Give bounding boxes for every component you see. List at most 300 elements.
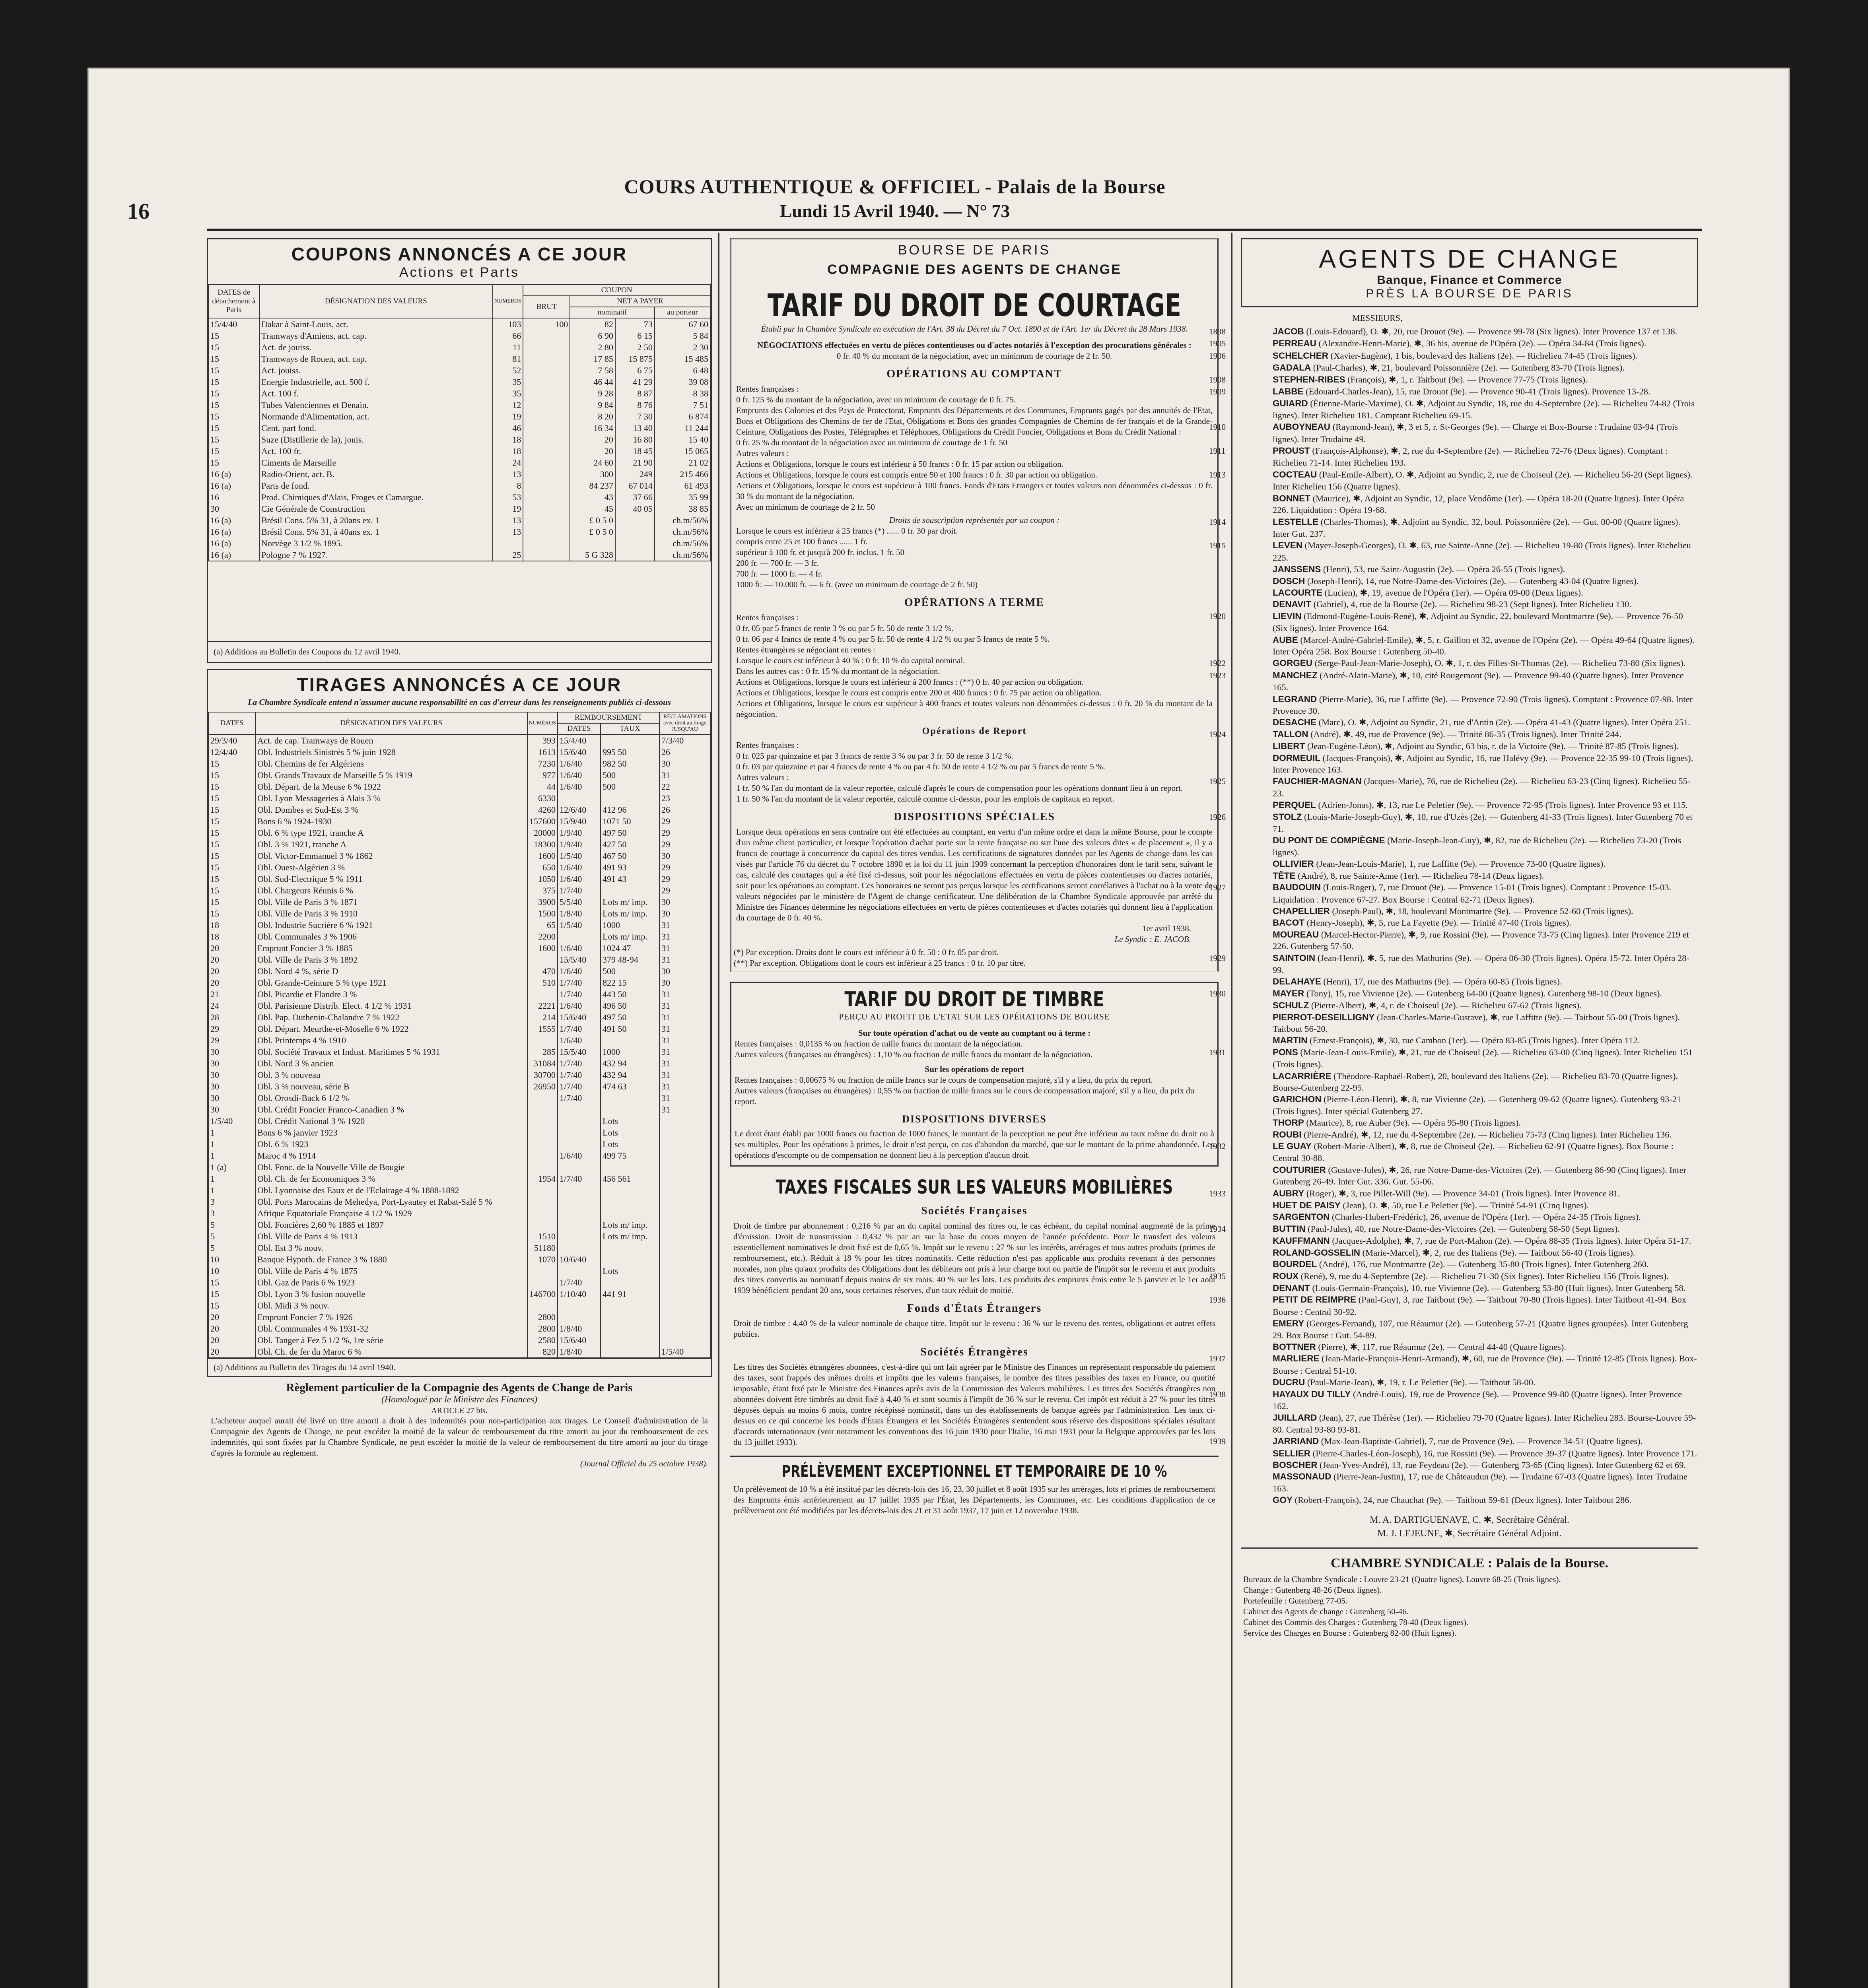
table-row xyxy=(208,514,710,526)
agent-entry xyxy=(1241,1282,1698,1294)
agent-name: AUBE xyxy=(1273,635,1298,645)
table-cell: Lots m/ imp. xyxy=(601,931,659,942)
agent-entry xyxy=(1241,835,1698,858)
agent-year: 1913 xyxy=(1209,470,1226,480)
agent-entry xyxy=(1241,929,1698,952)
table-cell: Obl. Sud-Electrique 5 % 1911 xyxy=(255,873,527,885)
timbre-line: Autres valeurs (françaises ou étrangères) : 1,10 % ou fraction de mille francs du montant de la négociation. xyxy=(735,1050,1092,1059)
table-cell: Obl. Lyon 3 % fusion nouvelle xyxy=(255,1288,527,1300)
table-cell: 20000 xyxy=(527,827,558,839)
table-cell: 7 51 xyxy=(655,399,710,411)
taxes-etat-title: Fonds d'États Étrangers xyxy=(907,1302,1042,1314)
table-cell: 2800 xyxy=(527,1311,558,1323)
table-cell: 432 94 xyxy=(601,1058,659,1069)
tirages-subtitle: La Chambre Syndicale entend n'assumer aucune responsabilité en cas d'erreur dans les renseignements publiés ci-dessous xyxy=(247,697,671,707)
agent-year: 1909 xyxy=(1209,387,1226,397)
table-cell: 38 85 xyxy=(655,503,710,514)
table-cell: 1 xyxy=(208,1138,255,1150)
table-cell: 18300 xyxy=(527,839,558,850)
table-cell: 16 (a) xyxy=(208,480,259,491)
agent-name: LACARRIÈRE xyxy=(1273,1071,1332,1081)
table-cell: Ciments de Marseille xyxy=(259,457,493,468)
agent-name: LE GUAY xyxy=(1273,1141,1312,1151)
table-cell: 21 xyxy=(208,988,255,1000)
table-cell: 1/8/40 xyxy=(558,1346,601,1358)
table-cell: £ 0 5 0 xyxy=(570,514,615,526)
agent-name: COUTURIER xyxy=(1273,1165,1326,1175)
table-row xyxy=(208,1184,710,1196)
agent-details: (Georges-Fernand), 107, rue Réaumur (2e). — Gutenberg 57-21 (Quatre lignes groupées). Inter Gutenberg 29. Box Bourse : Gut. 54-89. xyxy=(1273,1318,1688,1340)
agent-details: (Pierre-André), ✱, 12, rue du 4-Septembre (2e). — Richelieu 75-73 (Cinq lignes). Inter Richelieu 136. xyxy=(1304,1129,1672,1140)
table-cell: 1/6/40 xyxy=(558,873,601,885)
agent-details: (André), ✱, 49, rue de Provence (9e). — Trinité 86-35 (Trois lignes). Inter Trinité 244. xyxy=(1310,729,1621,739)
agent-name: EMERY xyxy=(1273,1318,1304,1329)
agent-details: (Pierre-Léon-Henri), ✱, 8, rue Vivienne (2e). — Gutenberg 09-62 (Quatre lignes). Gutenberg 93-21 (Trois lignes). Inter spécial Gutenberg 27. xyxy=(1273,1094,1681,1116)
agent-details: (Robert-Marie-Albert), ✱, 8, rue de Choiseul (2e). — Richelieu 62-91 (Quatre lignes). Box Bourse : Central 30-88. xyxy=(1273,1141,1674,1163)
text-line: Bureaux de la Chambre Syndicale : Louvre 23-21 (Quatre lignes). Louvre 68-25 (Trois lignes). xyxy=(1243,1574,1561,1584)
agent-name: PIERROT-DESEILLIGNY xyxy=(1273,1012,1375,1022)
agent-details: (René), 9, rue du 4-Septembre (2e). — Richelieu 71-30 (Six lignes). Inter Richelieu 156 (Trois lignes). xyxy=(1300,1271,1669,1281)
table-cell: 1/7/40 xyxy=(558,1092,601,1104)
table-cell: 214 xyxy=(527,1011,558,1023)
table-cell: 46 44 xyxy=(570,376,615,388)
agent-entry xyxy=(1209,1270,1698,1282)
table-cell xyxy=(601,1161,659,1173)
agent-entry xyxy=(1241,1471,1698,1494)
table-cell: 26950 xyxy=(527,1081,558,1092)
table-cell: 26 xyxy=(659,746,710,758)
agent-entry xyxy=(1241,493,1698,516)
agent-year: 1930 xyxy=(1209,988,1226,998)
agent-name: PONS xyxy=(1273,1047,1298,1057)
table-cell: 21 02 xyxy=(655,457,710,468)
table-cell: Lots xyxy=(601,1265,659,1277)
table-row xyxy=(208,411,710,422)
table-cell: 15 xyxy=(208,804,255,815)
agent-name: PERREAU xyxy=(1273,338,1317,349)
table-cell: 73 xyxy=(615,318,655,330)
table-cell: Pologne 7 % 1927. xyxy=(259,549,493,561)
table-cell: 19 xyxy=(493,411,523,422)
table-cell: Obl. Midi 3 % nouv. xyxy=(255,1300,527,1311)
agent-name: DENAVIT xyxy=(1273,599,1312,610)
table-cell: 15 xyxy=(208,445,259,457)
agent-entry xyxy=(1209,1353,1698,1376)
table-cell: Bons 6 % janvier 1923 xyxy=(255,1127,527,1138)
table-cell: 393 xyxy=(527,734,558,746)
table-row xyxy=(208,942,710,954)
table-cell: 496 50 xyxy=(601,1000,659,1011)
agent-details: (Max-Jean-Baptiste-Gabriel), 7, rue de Provence (9e). — Provence 34-51 (Quatre lignes). xyxy=(1321,1436,1643,1446)
agent-name: LEGRAND xyxy=(1273,694,1317,704)
table-row xyxy=(208,1035,710,1046)
table-row xyxy=(208,885,710,896)
table-cell: 8 38 xyxy=(655,388,710,399)
column-right xyxy=(1209,233,1698,1988)
table-cell: 15 875 xyxy=(615,353,655,365)
text-line: 0 fr. 03 par quinzaine et par 4 francs de rente 4 % ou par 4 fr. 50 de rente 4 1/2 % ou par 5 francs de rente 5 %. xyxy=(736,762,1105,771)
text-line: Actions et Obligations, lorsque le cours est compris entre 50 et 100 francs : 0 fr. 30 par action ou obligation. xyxy=(736,470,1098,480)
text-line: 0 fr. 25 % du montant de la négociation avec un minimum de courtage de 1 fr. 50 xyxy=(736,438,1007,447)
table-cell: 285 xyxy=(527,1046,558,1058)
table-cell: 977 xyxy=(527,769,558,781)
table-cell xyxy=(527,1219,558,1231)
table-cell xyxy=(601,1104,659,1115)
table-cell: 25 xyxy=(493,549,523,561)
text-line: 0 fr. 125 % du montant de la négociation, avec un minimum de courtage de 0 fr. 75. xyxy=(736,395,1016,404)
agent-entry xyxy=(1209,775,1698,799)
timbre-line: Autres valeurs (françaises ou étrangères) : 0,55 % ou fraction de mille francs sur le cours de compensation majoré, s'il y a lieu, du prix du report. xyxy=(735,1086,1195,1106)
table-cell xyxy=(659,1161,710,1173)
agent-year: 1905 xyxy=(1209,339,1226,349)
agent-details: (Henri), 17, rue des Mathurins (9e). — Opéra 60-85 (Trois lignes). xyxy=(1323,977,1562,987)
agent-details: (Louis-Marie-Joseph-Guy), ✱, 10, rue d'Uzès (2e). — Gutenberg 41-33 (Trois lignes). Inter Gutenberg 70 et 71. xyxy=(1273,812,1693,834)
table-cell: Banque Hypoth. de France 3 % 1880 xyxy=(255,1254,527,1265)
table-cell xyxy=(601,1311,659,1323)
table-cell xyxy=(558,1138,601,1150)
table-cell: 30 xyxy=(659,965,710,977)
table-cell: Lots xyxy=(601,1115,659,1127)
text-line: Actions et Obligations, lorsque le cours est compris entre 200 et 400 francs : 0 fr. 75 par action ou obligation. xyxy=(736,688,1102,697)
agent-entry xyxy=(1241,1093,1698,1117)
agent-entry xyxy=(1241,1341,1698,1353)
table-row xyxy=(208,526,710,538)
agent-entry xyxy=(1209,516,1698,540)
table-cell: Obl. Nord 3 % ancien xyxy=(255,1058,527,1069)
table-cell: 1/7/40 xyxy=(558,1173,601,1184)
table-row xyxy=(208,376,710,388)
reglement-text: L'acheteur auquel aurait été livré un titre amorti a droit à des indemnités pour non-participation aux tirages. Le Conseil d'administration de la Compagnie des Agents de Change, ne peut excéder la moitié de la valeur de remboursement du titre amorti au jour du remboursement de ces indemnités, qui sont fixées par la Chambre Syndicale, ne peut excéder la moitié de la valeur de remboursement du titre amorti au jour du tirage d'après la formule au règlement. xyxy=(211,1416,708,1458)
table-cell xyxy=(659,1184,710,1196)
table-row xyxy=(208,1208,710,1219)
table-cell: Cie Générale de Construction xyxy=(259,503,493,514)
table-cell xyxy=(527,1277,558,1288)
coupons-subtitle: Actions et Parts xyxy=(399,265,520,280)
table-cell xyxy=(527,1184,558,1196)
agent-year: 1911 xyxy=(1209,446,1226,456)
table-cell xyxy=(601,1196,659,1208)
agent-name: GORGEU xyxy=(1273,658,1313,668)
table-cell: 500 xyxy=(601,965,659,977)
agent-entry xyxy=(1209,469,1698,493)
table-cell: 9 84 xyxy=(570,399,615,411)
table-cell: 497 50 xyxy=(601,827,659,839)
agent-name: DESACHE xyxy=(1273,717,1317,728)
agent-name: AUBRY xyxy=(1273,1188,1304,1198)
agent-name: HUET DE PAISY xyxy=(1273,1200,1341,1211)
agent-entry xyxy=(1209,1223,1698,1235)
agent-year: 1938 xyxy=(1209,1389,1226,1399)
table-row xyxy=(208,468,710,480)
col-header: DATES xyxy=(558,723,601,734)
agent-details: (Jacques-François), ✱, Adjoint au Syndic, 16, rue Halévy (9e). — Provence 22-35 99-10 (Trois lignes). Inter Provence 163. xyxy=(1273,753,1693,775)
table-cell: 1/5/40 xyxy=(208,1115,255,1127)
text-line: Rentes françaises : xyxy=(736,740,799,750)
agent-entry xyxy=(1241,1211,1698,1223)
coupons-table xyxy=(208,284,711,561)
table-cell: 1/7/40 xyxy=(558,1069,601,1081)
table-cell: 1/6/40 xyxy=(558,1150,601,1161)
table-cell: 1/10/40 xyxy=(558,1288,601,1300)
table-cell xyxy=(659,1138,710,1150)
coupons-section xyxy=(207,238,712,663)
table-row xyxy=(208,1231,710,1242)
text-line: 0 fr. 06 par 4 francs de rente 4 % ou par 5 fr. 50 de rente 4 1/2 % ou par 5 francs de rente 5 %. xyxy=(736,634,1050,644)
comptant-lines xyxy=(734,384,1215,513)
agent-details: (Jean-Jean-Louis-Marie), 1, rue Laffitte (9e). — Provence 73-00 (Quatre lignes). xyxy=(1316,859,1606,869)
table-cell: Obl. Ville de Paris 3 % 1910 xyxy=(255,908,527,919)
tirages-table xyxy=(208,712,711,1358)
timbre-section xyxy=(730,982,1219,1167)
agent-name: GOY xyxy=(1273,1495,1293,1505)
table-cell: 30 xyxy=(208,1092,255,1104)
table-cell xyxy=(558,1115,601,1127)
agent-entry xyxy=(1241,1200,1698,1211)
table-cell: 2 50 xyxy=(615,342,655,353)
table-cell xyxy=(601,1346,659,1358)
table-cell: 1/7/40 xyxy=(558,1277,601,1288)
agent-details: (Robert-François), 24, rue Chauchat (9e). — Taitbout 59-61 (Deux lignes). Inter Taitbout 286. xyxy=(1295,1495,1632,1505)
tirages-note: (a) Additions au Bulletin des Tirages du 14 avril 1940. xyxy=(208,1358,711,1376)
agent-details: (Théodore-Raphaël-Robert), 20, boulevard des Italiens (2e). — Richelieu 83-70 (Quatre lignes). Bourse-Gutenberg 22-95. xyxy=(1273,1071,1678,1093)
agent-name: GARICHON xyxy=(1273,1094,1322,1105)
table-cell xyxy=(601,1277,659,1288)
divider xyxy=(1241,1547,1698,1549)
table-cell: 10/6/40 xyxy=(558,1254,601,1265)
table-cell xyxy=(601,1242,659,1254)
table-cell xyxy=(601,734,659,746)
table-cell: 29 xyxy=(659,815,710,827)
agent-name: LABBE xyxy=(1273,386,1304,397)
table-cell xyxy=(601,792,659,804)
table-cell: 820 xyxy=(527,1346,558,1358)
agent-entry xyxy=(1241,752,1698,776)
table-cell: 100 xyxy=(523,318,570,330)
agents-subtitle: Banque, Finance et Commerce xyxy=(1377,274,1562,287)
coupons-rows xyxy=(208,318,710,561)
prelevement-title: PRÉLÈVEMENT EXCEPTIONNEL ET TEMPORAIRE DE 10 % xyxy=(781,1462,1167,1481)
table-row xyxy=(208,1334,710,1346)
agent-entry xyxy=(1241,634,1698,658)
agent-year: 1915 xyxy=(1209,541,1226,551)
table-cell: 3 xyxy=(208,1208,255,1219)
agent-name: BOSCHER xyxy=(1273,1460,1318,1470)
agent-details: (Raymond-Jean), ✱, 3 et 5, r. St-Georges (9e). — Charge et Box-Bourse : Trudaine 03-94 (Trois lignes). Inter Trudaine 49. xyxy=(1273,422,1678,444)
agent-name: AUBOYNEAU xyxy=(1273,422,1331,432)
table-cell: 467 50 xyxy=(601,850,659,862)
agent-entry xyxy=(1209,1046,1698,1070)
col-header: RÉCLAMATIONS avec droit au tirage JUSQU'AU xyxy=(659,712,710,734)
table-cell: 7 30 xyxy=(615,411,655,422)
table-cell: 20 xyxy=(570,445,615,457)
agent-year: 1898 xyxy=(1209,327,1226,336)
agent-entry xyxy=(1241,1376,1698,1388)
table-cell: 20 xyxy=(208,1323,255,1334)
table-cell: 41 29 xyxy=(615,376,655,388)
table-cell: 15 485 xyxy=(655,353,710,365)
text-line: Actions et Obligations, lorsque le cours est supérieur à 400 francs et toutes valeurs non dénommées ci-dessus : 0 fr. 20 % du montant de la négociation. xyxy=(736,699,1213,719)
messieurs-label: MESSIEURS, xyxy=(1352,313,1403,323)
table-cell: 1/6/40 xyxy=(558,942,601,954)
table-cell: Act. 100 f. xyxy=(259,388,493,399)
header-date: Lundi 15 Avril 1940. — N° 73 xyxy=(779,201,1010,221)
agent-entry xyxy=(1209,1294,1698,1318)
table-cell: Obl. Ville de Paris 4 % 1875 xyxy=(255,1265,527,1277)
table-row xyxy=(208,1277,710,1288)
text-line: Actions et Obligations, lorsque le cours est inférieur à 50 francs : 0 fr. 15 par action ou obligation. xyxy=(736,459,1063,469)
agent-name: LESTELLE xyxy=(1273,516,1319,527)
table-cell: Obl. Ports Marocains de Mehedya, Port-Lyautey et Rabat-Salé 5 % xyxy=(255,1196,527,1208)
text-line: Dans les autres cas : 0 fr. 15 % du montant de la négociation. xyxy=(736,666,940,676)
agent-details: (Paul-Marie-Jean), ✱, 19, r. Le Peletier (9e). — Taitbout 58-00. xyxy=(1307,1377,1536,1388)
table-cell: Obl. Pap. Outhenin-Chalandre 7 % 1922 xyxy=(255,1011,527,1023)
table-cell: 491 93 xyxy=(601,862,659,873)
column-middle xyxy=(728,233,1221,1988)
table-cell: 1000 xyxy=(601,1046,659,1058)
table-row xyxy=(208,1069,710,1081)
taxes-fr-text: Droit de timbre par abonnement : 0,216 % par an du capital nominal des titres ou, le cas échéant, du capital nominal augmenté de la prime d'émission. Droit de transmission : 0,432 % par an sur la base du cours moyen de l'année précédente. Pour le transfert des valeurs essentiellement nominatives le droit fixé est de 0,65 %. Impôt sur le revenu : 27 % sur les intérêts, arrérages et tous autres produits (primes de remboursement, etc.). Réduit à 18 % pour les titres nominatifs. Cette réduction n'est pas applicable aux produits revenant à des personnes morales, non plus qu'aux produits des Obligations dont les débiteurs ont pris à leur charge tout ou partie de l'impôt sur le revenu et aux produits des titres convertis au nominatif depuis moins de six mois. 40 % sur les lots. Les produits des emprunts émis entre le 5 janvier et le 1er août 1939 bénéficient pendant 20 ans, sous certaines réserves, d'un taux réduit de moitié. xyxy=(733,1221,1215,1295)
coupons-note: (a) Additions au Bulletin des Coupons du 12 avril 1940. xyxy=(208,641,711,662)
agent-name: GADALA xyxy=(1273,363,1311,373)
text-line: Rentes françaises : xyxy=(736,613,799,622)
agent-details: (Jean-Charles-Marie-Gustave), ✱, rue Laffitte (9e). — Taitbout 55-00 (Trois lignes). Taitbout 56-20. xyxy=(1273,1012,1680,1034)
agent-entry xyxy=(1241,563,1698,575)
table-cell: Normande d'Alimentation, act. xyxy=(259,411,493,422)
table-cell: Obl. 6 % type 1921, tranche A xyxy=(255,827,527,839)
table-cell: Cent. part fond. xyxy=(259,422,493,434)
table-cell: Obl. Chemins de fer Algériens xyxy=(255,758,527,769)
table-row xyxy=(208,457,710,468)
table-cell xyxy=(523,388,570,399)
timbre-h2: Sur les opérations de report xyxy=(925,1064,1024,1074)
table-cell xyxy=(523,434,570,445)
agent-details: (Serge-Paul-Jean-Marie-Joseph), O. ✱, 1, r. des Filles-St-Thomas (2e). — Richelieu 73-80 (Six lignes). xyxy=(1314,658,1686,668)
table-cell: 39 08 xyxy=(655,376,710,388)
agent-details: (Pierre-Marie), 36, rue Laffitte (9e). — Provence 72-90 (Trois lignes). Comptant : Provence 07-98. Inter Provence 30. xyxy=(1273,694,1693,716)
table-cell: 1/5/40 xyxy=(558,850,601,862)
text-line: Rentes françaises : xyxy=(736,384,799,394)
table-cell: 5 xyxy=(208,1219,255,1231)
table-cell xyxy=(527,1092,558,1104)
table-cell: 1 xyxy=(208,1127,255,1138)
table-cell xyxy=(527,1161,558,1173)
table-cell xyxy=(601,1334,659,1346)
table-cell: Obl. Départ. de la Meuse 6 % 1922 xyxy=(255,781,527,792)
courtage-title: TARIF DU DROIT DE COURTAGE xyxy=(767,288,1182,324)
text-line: Emprunts des Colonies et des Pays de Protectorat, Emprunts des Départements et des Communes, Emprunts gagés par des annuités de l'Etat, Bons et Obligations des Chemins de fer de l'Etat, Obligations et Bons des grandes Compagnies de Chemins de fer français et de la Grande-Ceinture, Obligations des Postes, Télégraphes et Téléphones, Obligations du Crédit Foncier, Obligations et Bons du Crédit National : xyxy=(736,406,1213,437)
table-cell: 1 xyxy=(208,1184,255,1196)
taxes-etr-title: Sociétés Étrangères xyxy=(920,1346,1028,1358)
text-line: Autres valeurs : xyxy=(736,773,789,782)
table-cell: 20 xyxy=(570,434,615,445)
agent-details: (Charles-Thomas), ✱, Adjoint au Syndic, 32, boul. Poissonnière (2e). — Gut. 00-00 (Quatre lignes). Inter Gut. 237. xyxy=(1273,516,1680,539)
table-cell: 17 85 xyxy=(570,353,615,365)
table-cell: 1/6/40 xyxy=(558,1000,601,1011)
agent-entry xyxy=(1241,1235,1698,1246)
agent-year: 1926 xyxy=(1209,812,1226,822)
table-cell: Obl. 3 % nouveau xyxy=(255,1069,527,1081)
table-cell: Obl. Ville de Paris 4 % 1913 xyxy=(255,1231,527,1242)
table-cell xyxy=(523,549,570,561)
table-cell: 52 xyxy=(493,365,523,376)
courtage-intro: Établi par la Chambre Syndicale en exécution de l'Art. 38 du Décret du 7 Oct. 1890 et de l'Art. 1er du Décret du 28 Mars 1938. xyxy=(761,324,1188,334)
table-cell: 15 xyxy=(208,792,255,804)
agent-name: DUCRU xyxy=(1273,1377,1305,1388)
table-cell xyxy=(601,1323,659,1334)
table-cell: 16 80 xyxy=(615,434,655,445)
table-cell xyxy=(527,1196,558,1208)
table-cell: 3 xyxy=(208,1196,255,1208)
table-row xyxy=(208,1023,710,1035)
secretary-general: M. A. DARTIGUENAVE, C. ✱, Secrétaire Général. xyxy=(1369,1514,1570,1525)
table-cell: 29 xyxy=(659,839,710,850)
agent-entry xyxy=(1241,1448,1698,1459)
table-cell: 1071 50 xyxy=(601,815,659,827)
agent-details: (Joseph-Paul), ✱, 18, boulevard Montmartre (9e). — Provence 52-60 (Trois lignes). xyxy=(1332,906,1633,916)
table-cell: 81 xyxy=(493,353,523,365)
table-row xyxy=(208,1254,710,1265)
table-cell: 6 75 xyxy=(615,365,655,376)
agent-entry xyxy=(1241,1164,1698,1188)
agent-details: (André-Louis), 19, rue de Provence (9e). — Provence 99-80 (Quatre lignes). Inter Provence 162. xyxy=(1273,1389,1682,1411)
table-cell: 11 244 xyxy=(655,422,710,434)
table-cell: Obl. 3 % nouveau, série B xyxy=(255,1081,527,1092)
agent-year: 1920 xyxy=(1209,611,1226,621)
table-cell: 2800 xyxy=(527,1323,558,1334)
text-line: Actions et Obligations, lorsque le cours est supérieur à 100 francs. Fonds d'Etats Etrangers et toutes valeurs non dénommées ci-dessus : 0 fr. 30 % du montant de la négociation. xyxy=(736,481,1213,501)
reglement-section xyxy=(207,1381,712,1469)
table-cell: Act. 100 fr. xyxy=(259,445,493,457)
table-cell: 15 xyxy=(208,827,255,839)
table-cell xyxy=(615,538,655,549)
table-cell xyxy=(558,931,601,942)
agent-entry xyxy=(1241,1000,1698,1011)
table-cell xyxy=(659,1115,710,1127)
table-cell: 499 75 xyxy=(601,1150,659,1161)
report-lines xyxy=(734,740,1215,804)
table-cell: 28 xyxy=(208,1011,255,1023)
table-cell xyxy=(659,1127,710,1138)
agent-details: (Paul-Jules), 40, rue Notre-Dame-des-Victoires (2e). — Gutenberg 58-50 (Sept lignes). xyxy=(1308,1223,1620,1234)
table-cell: 18 xyxy=(208,931,255,942)
agent-details: (Louis-Germain-François), 10, rue Vivienne (2e). — Gutenberg 53-80 (Huit lignes). Inter Gutenberg 58. xyxy=(1312,1283,1686,1293)
table-cell: 16 (a) xyxy=(208,526,259,538)
table-cell: 18 xyxy=(493,445,523,457)
table-cell: Obl. Communales 4 % 1931-32 xyxy=(255,1323,527,1334)
table-cell: Maroc 4 % 1914 xyxy=(255,1150,527,1161)
table-row xyxy=(208,758,710,769)
agent-name: MARLIERE xyxy=(1273,1353,1320,1364)
table-row xyxy=(208,491,710,503)
souscription-lines xyxy=(734,526,1215,590)
table-cell: 1500 xyxy=(527,908,558,919)
column-divider xyxy=(1231,233,1232,1988)
agent-year: 1939 xyxy=(1209,1437,1226,1446)
col-header: NET A PAYER xyxy=(570,296,710,307)
table-cell: 7 58 xyxy=(570,365,615,376)
table-cell: ch.m/56% xyxy=(655,514,710,526)
table-cell xyxy=(601,1254,659,1265)
table-cell: 1/5/40 xyxy=(659,1346,710,1358)
agent-name: OLLIVIER xyxy=(1273,859,1314,869)
table-cell xyxy=(523,514,570,526)
text-line: Rentes étrangères se négociant en rentes : xyxy=(736,645,875,654)
table-cell: Obl. Picardie et Flandre 3 % xyxy=(255,988,527,1000)
agent-details: (François-Alphonse), ✱, 2, rue du 4-Septembre (2e). — Richelieu 72-76 (Deux lignes). Comptant : Richelieu 71-14. Inter Richelieu 193. xyxy=(1273,446,1668,468)
compagnie-label: COMPAGNIE DES AGENTS DE CHANGE xyxy=(827,262,1122,277)
agent-entry xyxy=(1209,421,1698,445)
table-row xyxy=(208,977,710,988)
